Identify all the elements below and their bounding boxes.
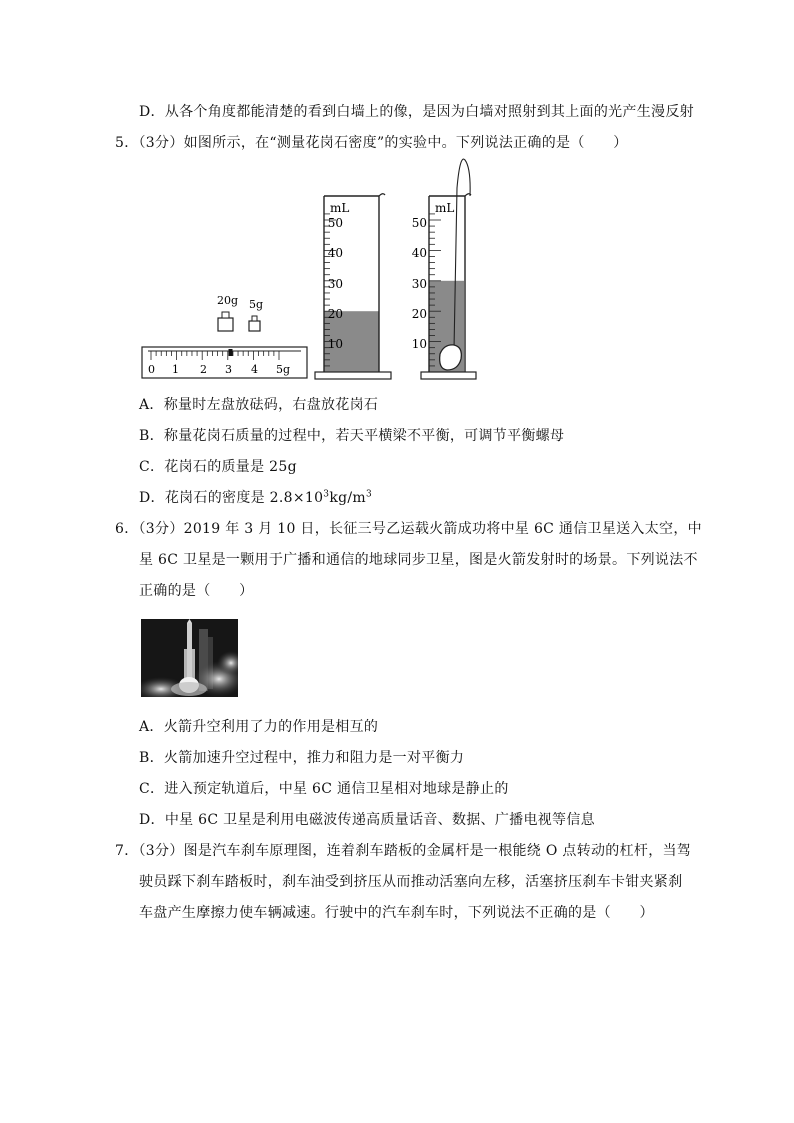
- q7-stem-line3: 车盘产生摩擦力使车辆减速。行驶中的汽车刹车时，下列说法不正确的是（ ）: [139, 905, 654, 921]
- q6-stem-line3: 正确的是（ ）: [139, 583, 254, 599]
- ruler-label-5g: 5g: [276, 363, 291, 376]
- q5-option-d: [139, 488, 372, 508]
- cyl2-label-50: 50: [411, 216, 427, 230]
- q5-option-d-exp2: 3: [365, 489, 372, 500]
- cyl1-label-40: 40: [327, 246, 343, 260]
- cyl1-label-30: 30: [327, 277, 343, 291]
- rocket-launch-photo: [141, 619, 238, 697]
- ruler-label-2: 2: [200, 363, 207, 376]
- q4-option-d: D．从各个角度都能清楚的看到白墙上的像，是因为白墙对照射到其上面的光产生漫反射: [139, 104, 694, 120]
- cyl2-label-40: 40: [411, 246, 427, 260]
- cyl1-label-50: 50: [327, 216, 343, 230]
- cylinder1-unit: mL: [330, 201, 350, 215]
- ruler-label-4: 4: [251, 363, 258, 376]
- q6-stem-line1: 6．（3分）2019 年 3 月 10 日，长征三号乙运载火箭成功将中星 6C 通信卫星送入太空，中: [115, 521, 702, 537]
- q5-option-d-prefix: D．花岗石的密度是 2.8×10: [139, 490, 324, 506]
- weight-label-20g: 20g: [217, 294, 239, 307]
- q5-figure: [138, 158, 483, 386]
- q5-option-d-unit: kg/m: [329, 490, 366, 506]
- ruler-label-0: 0: [148, 363, 155, 376]
- q5-option-a: A．称量时左盘放砝码，右盘放花岗石: [139, 397, 379, 413]
- ruler-label-1: 1: [172, 363, 179, 376]
- q5-option-c: C．花岗石的质量是 25g: [139, 459, 297, 475]
- balance-ruler: [142, 347, 307, 378]
- weight-5g: [249, 316, 260, 331]
- cylinder-2: [412, 159, 476, 379]
- ruler-label-3: 3: [225, 363, 232, 376]
- q6-option-d: D．中星 6C 卫星是利用电磁波传递高质量话音、数据、广播电视等信息: [139, 812, 595, 828]
- cylinder2-unit: mL: [435, 201, 455, 215]
- cyl2-label-20: 20: [411, 307, 427, 321]
- rider: [229, 349, 233, 356]
- weight-20g: [218, 312, 233, 331]
- weight-label-5g: 5g: [249, 298, 264, 311]
- q6-option-b: B．火箭加速升空过程中，推力和阻力是一对平衡力: [139, 750, 465, 766]
- cyl2-label-30: 30: [411, 277, 427, 291]
- cyl1-label-10: 10: [327, 337, 343, 351]
- q7-stem-line2: 驶员踩下刹车踏板时，刹车油受到挤压从而推动活塞向左移，活塞挤压刹车卡钳夹紧刹: [139, 874, 683, 890]
- cyl2-label-10: 10: [411, 337, 427, 351]
- cylinder-1: [315, 194, 391, 379]
- cyl1-label-20: 20: [327, 307, 343, 321]
- q6-option-c: C．进入预定轨道后，中星 6C 通信卫星相对地球是静止的: [139, 781, 509, 797]
- q5-option-b: B．称量花岗石质量的过程中，若天平横梁不平衡，可调节平衡螺母: [139, 428, 565, 444]
- q7-stem-line1: 7．（3分）图是汽车刹车原理图，连着刹车踏板的金属杆是一根能绕 O 点转动的杠杆，当驾: [115, 843, 692, 859]
- q6-stem-line2: 星 6C 卫星是一颗用于广播和通信的地球同步卫星，图是火箭发射时的场景。下列说法不: [139, 552, 698, 568]
- q5-option-d-exp1: 3: [323, 489, 330, 500]
- q6-option-a: A．火箭升空利用了力的作用是相互的: [139, 719, 379, 735]
- q5-stem: 5．（3分）如图所示，在“测量花岗石密度”的实验中。下列说法正确的是（ ）: [115, 135, 628, 151]
